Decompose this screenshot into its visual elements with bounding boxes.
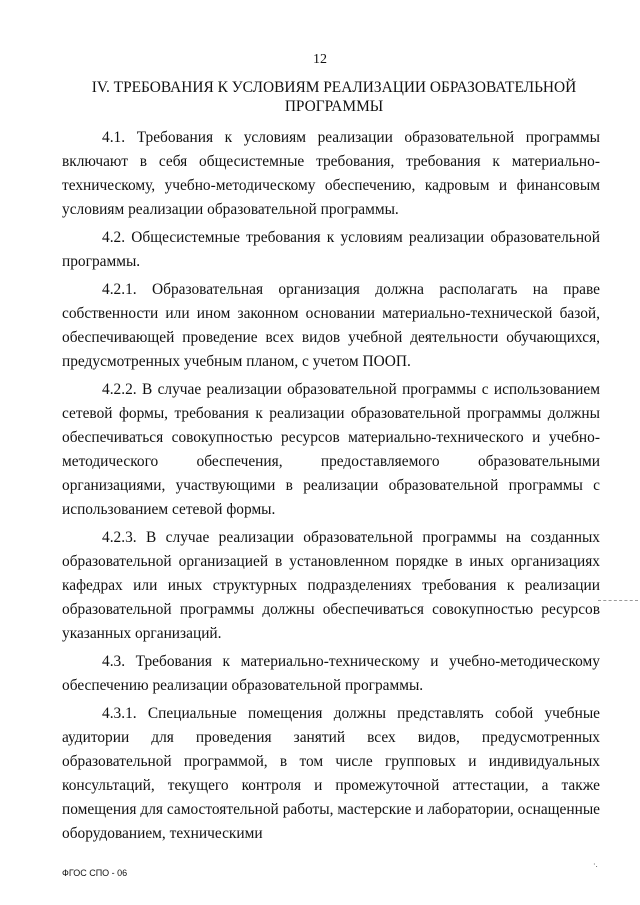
paragraph-4-2-2: 4.2.2. В случае реализации образовательной программы с использованием сетевой формы, требования к реализации образовательной программы должны обеспечиваться совокупностью ресурсов материально-технического и учебно-методического обеспечения, предоставляемого образовательными организациями, участвующими в реализации образовательной программы с использованием сетевой формы. bbox=[62, 381, 600, 518]
body-text bbox=[62, 126, 600, 850]
scan-speck: ·. bbox=[593, 860, 598, 869]
section-heading: IV. ТРЕБОВАНИЯ К УСЛОВИЯМ РЕАЛИЗАЦИИ ОБРАЗОВАТЕЛЬНОЙ ПРОГРАММЫ bbox=[91, 79, 577, 115]
paragraph-4-2: 4.2. Общесистемные требования к условиям реализации образовательной программы. bbox=[62, 229, 600, 270]
paragraph-4-3: 4.3. Требования к материально-техническому и учебно-методическому обеспечению реализации образовательной программы. bbox=[62, 653, 600, 694]
paragraph-4-2-3: 4.2.3. В случае реализации образовательной программы на созданных образовательной организацией в установленном порядке в иных организациях кафедрах или иных структурных подразделениях требования к реализации образовательной программы должны обеспечиваться совокупностью ресурсов указанных организаций. bbox=[62, 529, 600, 642]
footer-code: ФГОС СПО - 06 bbox=[62, 868, 128, 878]
paragraph-4-1: 4.1. Требования к условиям реализации образовательной программы включают в себя общесистемные требования, требования к материально-техническому, учебно-методическому обеспечению, кадровым и финансовым условиям реализации образовательной программы. bbox=[62, 129, 600, 218]
page-number: 12 bbox=[313, 52, 327, 67]
paragraph-4-3-1: 4.3.1. Специальные помещения должны представлять собой учебные аудитории для проведения занятий всех видов, предусмотренных образовательной программой, в том числе групповых и индивидуальных консультаций, текущего контроля и промежуточной аттестации, а также помещения для самостоятельной работы, мастерские и лаборатории, оснащенные оборудованием, техническими bbox=[62, 705, 600, 842]
paragraph-4-2-1: 4.2.1. Образовательная организация должна располагать на праве собственности или ином законном основании материально-технической базой, обеспечивающей проведение всех видов учебной деятельности обучающихся, предусмотренных учебным планом, с учетом ПООП. bbox=[62, 281, 600, 370]
scan-artifact-line bbox=[598, 600, 638, 601]
